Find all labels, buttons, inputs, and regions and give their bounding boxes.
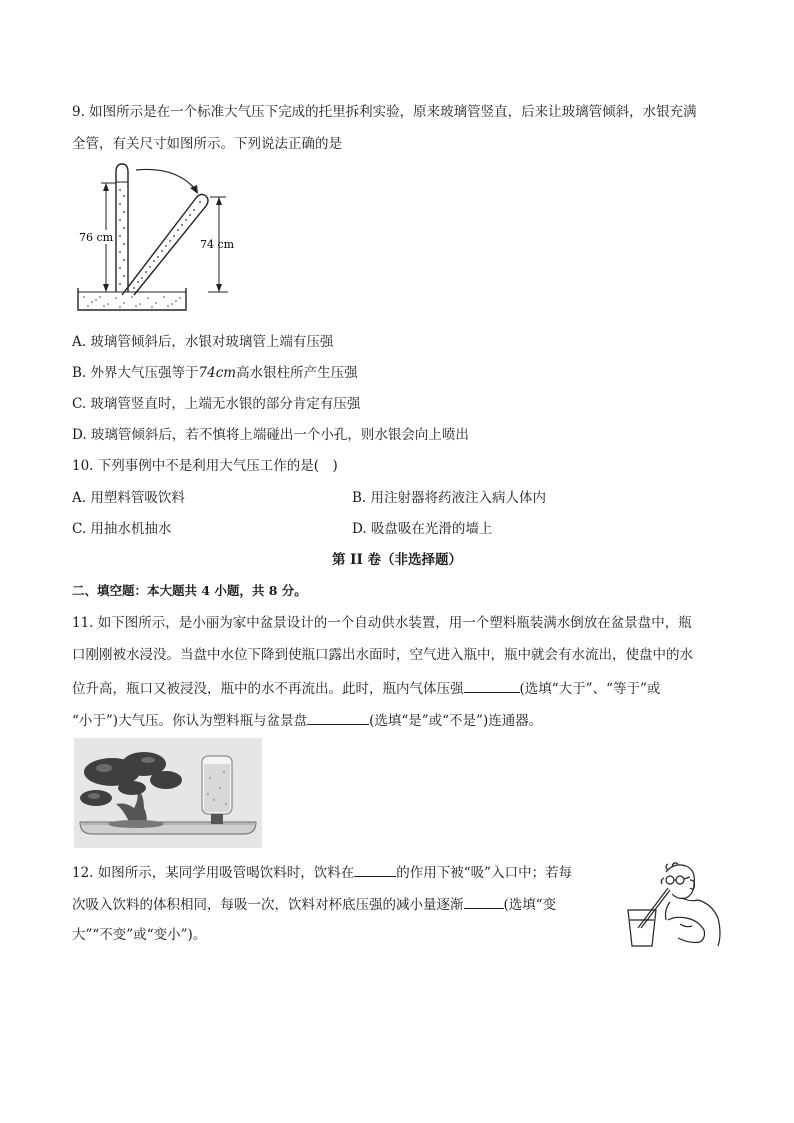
- q11-line3-b: (选填“大于”、“等于”或: [519, 681, 661, 697]
- torricelli-figure: [76, 160, 246, 325]
- section-head: 二、填空题：本大题共 4 小题，共 8 分。: [72, 583, 307, 598]
- q9-option-d: D. 玻璃管倾斜后，若不慎将上端碰出一个小孔，则水银会向上喷出: [72, 427, 469, 443]
- q10-option-a: A. 用塑料管吸饮料: [72, 490, 185, 506]
- q9-stem-line2: 全管，有关尺寸如图所示。下列说法正确的是: [72, 136, 342, 152]
- q12-line1: [72, 862, 572, 882]
- q9-option-b: [72, 364, 358, 382]
- q11-line4-a: “小于”)大气压。你认为塑料瓶与盆景盘: [72, 713, 308, 729]
- section-title: 第 II 卷（非选择题）: [331, 552, 463, 568]
- bonsai-figure: [74, 738, 262, 848]
- q12-line1-b: 的作用下被“吸”入口中；若每: [396, 865, 573, 881]
- q11-line3: [72, 678, 660, 698]
- q9-stem-line1: 9. 如图所示是在一个标准大气压下完成的托里拆利实验，原来玻璃管竖直，后来让玻璃管倾斜，水银充满: [72, 104, 697, 120]
- label-74cm: 74 cm: [199, 238, 235, 251]
- q10-option-d: D. 吸盘吸在光滑的墙上: [352, 521, 493, 537]
- q12-line2-a: 次吸入饮料的体积相同，每吸一次，饮料对杯底压强的减小量逐渐: [72, 897, 464, 913]
- q11-line2: 口刚刚被水浸没。当盘中水位下降到使瓶口露出水面时，空气进入瓶中，瓶中就会有水流出，使盘中的水: [72, 647, 693, 663]
- q12-line3: 大”“不变”或“变小”)。: [72, 927, 207, 943]
- label-76cm: 76 cm: [78, 231, 114, 244]
- q12-line2: [72, 894, 556, 914]
- q12-blank-2[interactable]: [464, 894, 504, 909]
- q11-line3-a: 位升高，瓶口又被浸没，瓶中的水不再流出。此时，瓶内气体压强: [72, 681, 464, 697]
- q9-option-b-prefix: B. 外界大气压强等于: [72, 365, 199, 381]
- q9-option-c: C. 玻璃管竖直时，上端无水银的部分肯定有压强: [72, 396, 361, 412]
- q11-blank-1[interactable]: [464, 678, 520, 693]
- q10-option-c: C. 用抽水机抽水: [72, 521, 172, 537]
- q11-line4: [72, 710, 542, 730]
- q11-blank-2[interactable]: [307, 710, 369, 725]
- q12-line2-b: (选填“变: [503, 897, 557, 913]
- q11-line4-b: (选填“是”或“不是”)连通器。: [369, 713, 543, 729]
- q12-blank-1[interactable]: [354, 862, 396, 877]
- q11-line1: 11. 如下图所示，是小丽为家中盆景设计的一个自动供水装置，用一个塑料瓶装满水倒放在盆景盘中，瓶: [72, 615, 692, 631]
- drinking-figure: [624, 858, 724, 950]
- q10-option-b: B. 用注射器将药液注入病人体内: [352, 490, 547, 506]
- q9-option-b-unit: cm: [215, 365, 237, 381]
- q12-line1-a: 12. 如图所示，某同学用吸管喝饮料时，饮料在: [72, 865, 355, 881]
- q10-stem: 10. 下列事例中不是利用大气压工作的是( ): [72, 458, 338, 474]
- q9-option-b-suffix: 高水银柱所产生压强: [236, 365, 358, 381]
- q9-option-b-value: 74: [198, 365, 216, 381]
- q9-option-a: A. 玻璃管倾斜后，水银对玻璃管上端有压强: [72, 334, 334, 350]
